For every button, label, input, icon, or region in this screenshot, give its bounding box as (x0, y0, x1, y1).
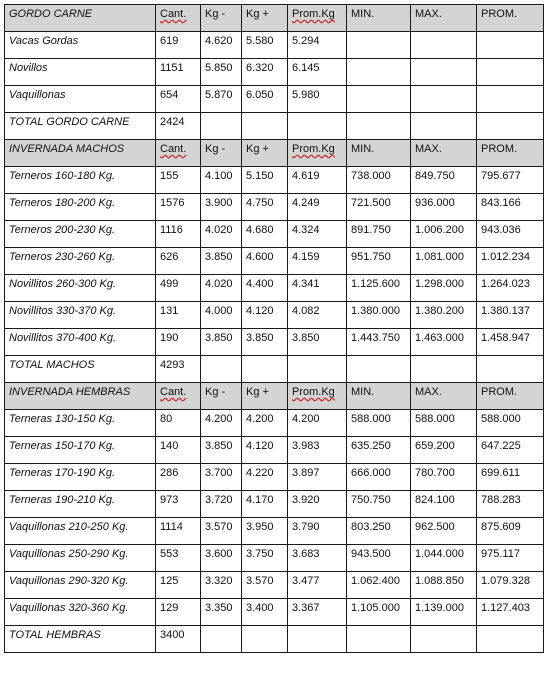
table-row (5, 32, 544, 59)
cell-prom-kg (288, 356, 347, 383)
cell-prom-kg: 3.920 (288, 491, 347, 518)
cell-kg-min: 4.100 (201, 167, 242, 194)
cell-kg-min: 3.350 (201, 599, 242, 626)
cell-min: 588.000 (347, 410, 411, 437)
header-cell-max: MAX. (411, 140, 477, 167)
cell-kg-max: 3.750 (242, 545, 288, 572)
cell-max: 1.006.200 (411, 221, 477, 248)
cell-prom-kg: 3.983 (288, 437, 347, 464)
cell-max (411, 113, 477, 140)
cell-kg-min: 5.850 (201, 59, 242, 86)
cell-prom: 1.380.137 (477, 302, 544, 329)
cell-category: Vaquillonas 320-360 Kg. (5, 599, 156, 626)
cell-cant: 1116 (156, 221, 201, 248)
cell-kg-min: 4.020 (201, 221, 242, 248)
cell-prom: 1.264.023 (477, 275, 544, 302)
cell-prom-kg: 4.324 (288, 221, 347, 248)
cell-cant: 190 (156, 329, 201, 356)
table-row (5, 599, 544, 626)
cell-prom: 1.127.403 (477, 599, 544, 626)
cell-max: 1.380.200 (411, 302, 477, 329)
cell-min: 666.000 (347, 464, 411, 491)
cell-prom: 1.012.234 (477, 248, 544, 275)
cell-max (411, 626, 477, 653)
cell-max: 1.088.850 (411, 572, 477, 599)
cell-kg-min: 3.600 (201, 545, 242, 572)
cell-cant: 140 (156, 437, 201, 464)
cell-max: 1.463.000 (411, 329, 477, 356)
header-cell-prom: PROM. (477, 140, 544, 167)
cell-category: Vaquillonas 210-250 Kg. (5, 518, 156, 545)
header-label: Cant. (160, 386, 187, 398)
cell-min (347, 113, 411, 140)
cell-kg-min: 3.850 (201, 248, 242, 275)
cell-min: 738.000 (347, 167, 411, 194)
cell-prom: 875.609 (477, 518, 544, 545)
cell-prom: 1.458.947 (477, 329, 544, 356)
cell-category: Terneros 180-200 Kg. (5, 194, 156, 221)
cell-min (347, 356, 411, 383)
cell-max: 659.200 (411, 437, 477, 464)
cell-min (347, 86, 411, 113)
header-cell-prom-kg (288, 140, 347, 167)
table-row (5, 275, 544, 302)
cell-kg-min: 5.870 (201, 86, 242, 113)
cell-min: 1.380.000 (347, 302, 411, 329)
cell-category: Terneros 200-230 Kg. (5, 221, 156, 248)
cell-kg-min (201, 113, 242, 140)
table-row (5, 572, 544, 599)
cell-prom-kg: 3.683 (288, 545, 347, 572)
cell-category: TOTAL MACHOS (5, 356, 156, 383)
cell-category: Terneros 160-180 Kg. (5, 167, 156, 194)
cell-prom-kg: 5.980 (288, 86, 347, 113)
cell-max: 849.750 (411, 167, 477, 194)
cell-cant: 1114 (156, 518, 201, 545)
cell-cant: 131 (156, 302, 201, 329)
cell-max: 1.139.000 (411, 599, 477, 626)
cell-category: Terneras 170-190 Kg. (5, 464, 156, 491)
cell-max: 780.700 (411, 464, 477, 491)
section-total-row (5, 356, 544, 383)
cell-prom (477, 626, 544, 653)
cell-cant: 654 (156, 86, 201, 113)
cell-max (411, 86, 477, 113)
cell-cant: 1576 (156, 194, 201, 221)
cell-min: 891.750 (347, 221, 411, 248)
cell-min: 1.125.600 (347, 275, 411, 302)
cell-prom-kg: 3.790 (288, 518, 347, 545)
cell-prom-kg: 4.249 (288, 194, 347, 221)
cell-max: 1.081.000 (411, 248, 477, 275)
cell-max: 1.298.000 (411, 275, 477, 302)
cell-kg-max: 4.200 (242, 410, 288, 437)
cell-prom-kg: 4.159 (288, 248, 347, 275)
header-cell-category: INVERNADA HEMBRAS (5, 383, 156, 410)
cell-prom-kg: 3.477 (288, 572, 347, 599)
section-header-row (5, 140, 544, 167)
cell-category: Novillitos 260-300 Kg. (5, 275, 156, 302)
cell-kg-max: 4.120 (242, 437, 288, 464)
cell-prom: 588.000 (477, 410, 544, 437)
cell-kg-max: 4.680 (242, 221, 288, 248)
cell-prom-kg: 3.897 (288, 464, 347, 491)
cell-max (411, 32, 477, 59)
section-total-row (5, 626, 544, 653)
cell-max (411, 356, 477, 383)
cell-cant: 80 (156, 410, 201, 437)
cell-max: 1.044.000 (411, 545, 477, 572)
table-row (5, 329, 544, 356)
header-cell-cant (156, 5, 201, 32)
table-row (5, 194, 544, 221)
table-row (5, 248, 544, 275)
table-row (5, 437, 544, 464)
header-cell-max: MAX. (411, 383, 477, 410)
table-row (5, 167, 544, 194)
header-cell-min: MIN. (347, 140, 411, 167)
cell-min: 951.750 (347, 248, 411, 275)
header-cell-kg-max: Kg + (242, 383, 288, 410)
cell-min: 1.062.400 (347, 572, 411, 599)
cell-prom: 943.036 (477, 221, 544, 248)
cell-min (347, 626, 411, 653)
cell-category: Terneros 230-260 Kg. (5, 248, 156, 275)
cell-category: Terneras 190-210 Kg. (5, 491, 156, 518)
header-label: Cant. (160, 143, 187, 155)
table-row (5, 410, 544, 437)
cell-kg-max: 5.580 (242, 32, 288, 59)
cell-max: 936.000 (411, 194, 477, 221)
cell-category: Novillos (5, 59, 156, 86)
cell-kg-min: 3.850 (201, 437, 242, 464)
header-cell-max: MAX. (411, 5, 477, 32)
cell-kg-max: 3.850 (242, 329, 288, 356)
cell-category: Vaquillonas 250-290 Kg. (5, 545, 156, 572)
cell-kg-max: 4.750 (242, 194, 288, 221)
header-label: Prom.Kg (292, 143, 335, 155)
header-cell-kg-max: Kg + (242, 5, 288, 32)
header-label: Prom.Kg (292, 386, 335, 398)
cell-min: 635.250 (347, 437, 411, 464)
cell-max: 824.100 (411, 491, 477, 518)
cell-max: 962.500 (411, 518, 477, 545)
cell-kg-max (242, 356, 288, 383)
cell-kg-max: 5.150 (242, 167, 288, 194)
cell-prom: 788.283 (477, 491, 544, 518)
cell-prom: 647.225 (477, 437, 544, 464)
cell-kg-min: 3.850 (201, 329, 242, 356)
cell-prom-kg: 4.082 (288, 302, 347, 329)
header-cell-kg-max: Kg + (242, 140, 288, 167)
cell-max (411, 59, 477, 86)
cell-kg-max: 3.400 (242, 599, 288, 626)
cell-kg-max (242, 626, 288, 653)
cell-kg-min: 3.700 (201, 464, 242, 491)
cell-cant: 155 (156, 167, 201, 194)
cell-prom-kg (288, 113, 347, 140)
cell-prom: 843.166 (477, 194, 544, 221)
cell-kg-min: 4.020 (201, 275, 242, 302)
livestock-price-sheet (4, 4, 544, 653)
cell-category: Vaquillonas 290-320 Kg. (5, 572, 156, 599)
cell-min: 1.105.000 (347, 599, 411, 626)
header-cell-prom: PROM. (477, 383, 544, 410)
cell-prom (477, 356, 544, 383)
cell-category: Novillitos 370-400 Kg. (5, 329, 156, 356)
header-cell-category: GORDO CARNE (5, 5, 156, 32)
table-row (5, 545, 544, 572)
cell-category: TOTAL HEMBRAS (5, 626, 156, 653)
table-row (5, 86, 544, 113)
cell-cant: 1151 (156, 59, 201, 86)
header-cell-min: MIN. (347, 383, 411, 410)
header-cell-prom: PROM. (477, 5, 544, 32)
cell-prom-kg: 4.341 (288, 275, 347, 302)
cell-kg-max: 4.170 (242, 491, 288, 518)
header-cell-prom-kg (288, 5, 347, 32)
cell-cant: 619 (156, 32, 201, 59)
cell-kg-max: 6.050 (242, 86, 288, 113)
cell-kg-max (242, 113, 288, 140)
cell-prom (477, 113, 544, 140)
cell-kg-max: 4.220 (242, 464, 288, 491)
header-cell-kg-min: Kg - (201, 5, 242, 32)
table-body (5, 5, 544, 653)
header-label: Cant. (160, 8, 187, 20)
header-cell-kg-min: Kg - (201, 140, 242, 167)
header-label: Prom.Kg (292, 8, 335, 20)
cell-prom-kg: 6.145 (288, 59, 347, 86)
cell-prom (477, 86, 544, 113)
cell-prom-kg: 4.200 (288, 410, 347, 437)
cell-category: Vacas Gordas (5, 32, 156, 59)
cell-kg-max: 4.400 (242, 275, 288, 302)
cell-cant: 553 (156, 545, 201, 572)
cell-kg-max: 3.950 (242, 518, 288, 545)
cell-category: TOTAL GORDO CARNE (5, 113, 156, 140)
cell-kg-max: 3.570 (242, 572, 288, 599)
cell-min: 750.750 (347, 491, 411, 518)
cell-prom-kg: 4.619 (288, 167, 347, 194)
table-row (5, 518, 544, 545)
cell-cant: 2424 (156, 113, 201, 140)
table-row (5, 464, 544, 491)
cell-prom: 975.117 (477, 545, 544, 572)
cell-prom-kg: 3.850 (288, 329, 347, 356)
cell-kg-min: 3.900 (201, 194, 242, 221)
cell-cant: 125 (156, 572, 201, 599)
cell-cant: 499 (156, 275, 201, 302)
cell-kg-min: 4.620 (201, 32, 242, 59)
header-cell-category: INVERNADA MACHOS (5, 140, 156, 167)
cell-cant: 626 (156, 248, 201, 275)
cell-min (347, 59, 411, 86)
cell-kg-max: 6.320 (242, 59, 288, 86)
cell-prom: 1.079.328 (477, 572, 544, 599)
cell-prom-kg: 3.367 (288, 599, 347, 626)
livestock-price-table (4, 4, 544, 653)
cell-category: Vaquillonas (5, 86, 156, 113)
cell-kg-min: 3.320 (201, 572, 242, 599)
section-header-row (5, 383, 544, 410)
cell-prom (477, 32, 544, 59)
cell-min: 943.500 (347, 545, 411, 572)
cell-category: Terneras 150-170 Kg. (5, 437, 156, 464)
cell-category: Novillitos 330-370 Kg. (5, 302, 156, 329)
cell-prom-kg (288, 626, 347, 653)
cell-max: 588.000 (411, 410, 477, 437)
header-cell-cant (156, 140, 201, 167)
header-cell-prom-kg (288, 383, 347, 410)
header-cell-kg-min: Kg - (201, 383, 242, 410)
cell-kg-min (201, 626, 242, 653)
cell-kg-min: 3.720 (201, 491, 242, 518)
cell-kg-min: 4.200 (201, 410, 242, 437)
cell-cant: 4293 (156, 356, 201, 383)
cell-cant: 286 (156, 464, 201, 491)
cell-min (347, 32, 411, 59)
cell-kg-max: 4.600 (242, 248, 288, 275)
table-row (5, 302, 544, 329)
cell-category: Terneras 130-150 Kg. (5, 410, 156, 437)
cell-cant: 973 (156, 491, 201, 518)
cell-min: 1.443.750 (347, 329, 411, 356)
table-row (5, 221, 544, 248)
cell-kg-min: 4.000 (201, 302, 242, 329)
cell-min: 803.250 (347, 518, 411, 545)
cell-min: 721.500 (347, 194, 411, 221)
header-cell-cant (156, 383, 201, 410)
section-total-row (5, 113, 544, 140)
cell-kg-min (201, 356, 242, 383)
cell-cant: 3400 (156, 626, 201, 653)
section-header-row (5, 5, 544, 32)
table-row (5, 59, 544, 86)
cell-kg-min: 3.570 (201, 518, 242, 545)
cell-prom (477, 59, 544, 86)
cell-cant: 129 (156, 599, 201, 626)
cell-prom-kg: 5.294 (288, 32, 347, 59)
cell-prom: 699.611 (477, 464, 544, 491)
cell-prom: 795.677 (477, 167, 544, 194)
header-cell-min: MIN. (347, 5, 411, 32)
cell-kg-max: 4.120 (242, 302, 288, 329)
table-row (5, 491, 544, 518)
